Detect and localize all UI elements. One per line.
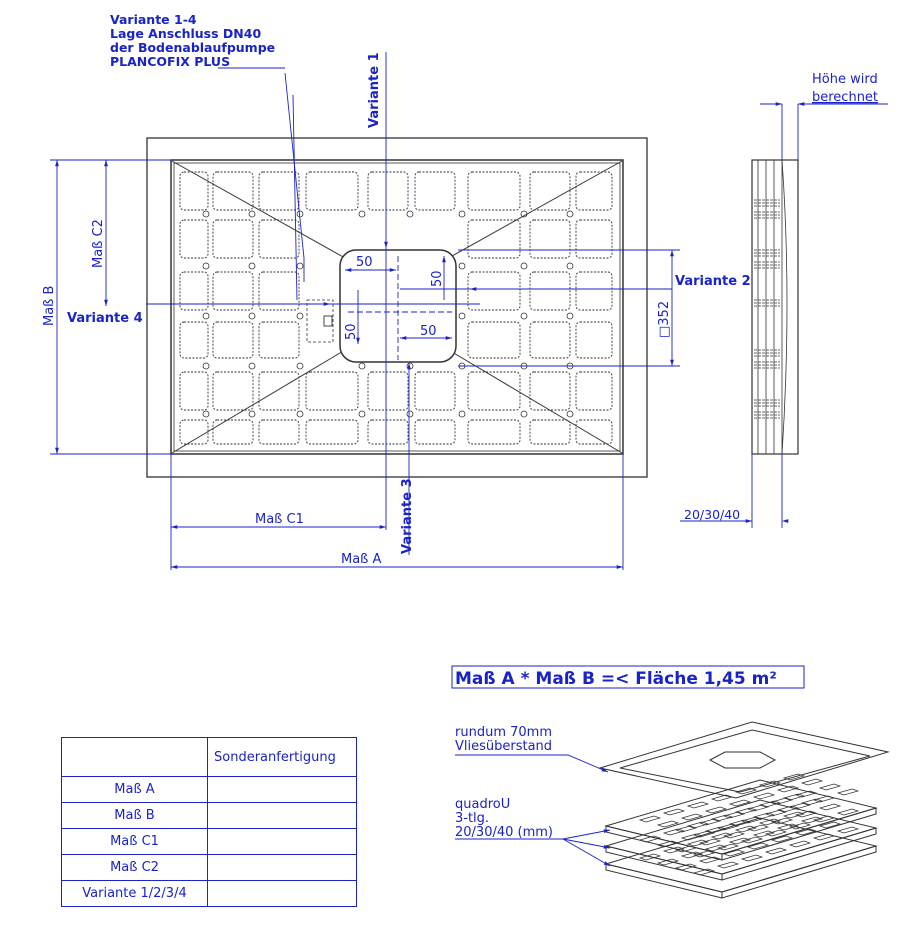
table-header-sonderanfertigung: Sonderanfertigung bbox=[208, 738, 357, 777]
tray-cell bbox=[368, 372, 408, 410]
tray-cell bbox=[180, 372, 208, 410]
tray-node bbox=[297, 263, 303, 269]
tray-cell bbox=[259, 372, 299, 410]
tray-cell bbox=[576, 372, 612, 410]
tray-node bbox=[203, 411, 209, 417]
tray-cell bbox=[576, 220, 612, 258]
tray-node bbox=[297, 363, 303, 369]
dim-thickness: 20/30/40 bbox=[684, 507, 741, 522]
tray-node bbox=[567, 411, 573, 417]
tray-node bbox=[407, 411, 413, 417]
tray-node bbox=[359, 363, 365, 369]
label-variante-2: Variante 2 bbox=[675, 274, 751, 289]
table-row-label: Variante 1/2/3/4 bbox=[62, 881, 208, 907]
dim-50-top: 50 bbox=[356, 255, 373, 270]
layer-mid bbox=[606, 800, 876, 874]
tray-cell bbox=[576, 172, 612, 210]
exploded-view bbox=[600, 722, 888, 898]
table-row bbox=[62, 881, 357, 907]
slope-line bbox=[452, 161, 622, 256]
hoehe-label-line1: Höhe wird bbox=[812, 72, 878, 87]
fleece-sheet bbox=[600, 722, 888, 798]
tray-node bbox=[249, 313, 255, 319]
plan-view bbox=[147, 138, 647, 477]
tray-node bbox=[567, 313, 573, 319]
tray-cell bbox=[213, 322, 253, 358]
table-value-cell[interactable] bbox=[208, 829, 357, 855]
callout-variante-1-4-line2: Lage Anschluss DN40 bbox=[110, 26, 262, 41]
tray-node bbox=[459, 211, 465, 217]
tray-node bbox=[297, 313, 303, 319]
dim-mass-c1: Maß C1 bbox=[255, 512, 304, 527]
tray-cell bbox=[306, 172, 358, 210]
tray-node bbox=[249, 263, 255, 269]
tray-cell bbox=[415, 420, 455, 444]
layers-label-line1: quadroU bbox=[455, 797, 511, 812]
tray-cell bbox=[468, 172, 520, 210]
spec-table bbox=[61, 737, 357, 907]
table-value-cell[interactable] bbox=[208, 855, 357, 881]
tray-cell bbox=[468, 220, 520, 258]
layers-label-line2: 3-tlg. bbox=[455, 811, 490, 826]
tray-cell bbox=[213, 372, 253, 410]
tray-cell bbox=[306, 372, 358, 410]
table-row-label: Maß B bbox=[62, 803, 208, 829]
table-value-cell[interactable] bbox=[208, 777, 357, 803]
label-variante-1: Variante 1 bbox=[367, 52, 382, 128]
tray-node bbox=[521, 263, 527, 269]
dim-mass-c2: Maß C2 bbox=[91, 219, 106, 268]
hoehe-label-line2: berechnet bbox=[812, 90, 879, 105]
fleece-label-line2: Vliesüberstand bbox=[455, 739, 553, 754]
dim-50-bottom: 50 bbox=[420, 324, 437, 339]
tray-cell bbox=[530, 172, 570, 210]
tray-cell bbox=[468, 322, 520, 358]
tray-node bbox=[203, 263, 209, 269]
callout-variante-1-4-line4: PLANCOFIX PLUS bbox=[110, 54, 231, 69]
tray-node bbox=[407, 363, 413, 369]
table-row bbox=[62, 803, 357, 829]
tray-cell bbox=[468, 420, 520, 444]
tray-cell bbox=[259, 220, 299, 258]
dim-mass-a: Maß A bbox=[341, 552, 382, 567]
dim-352: □352 bbox=[657, 300, 672, 338]
dim-50-right: 50 bbox=[430, 270, 445, 287]
slope-line bbox=[172, 350, 345, 453]
tray-node bbox=[203, 363, 209, 369]
table-row-label: Maß C2 bbox=[62, 855, 208, 881]
callout-variante-1-4-line1: Variante 1-4 bbox=[110, 12, 197, 27]
table-row-label: Maß A bbox=[62, 777, 208, 803]
tray-node bbox=[521, 411, 527, 417]
tray-node bbox=[459, 411, 465, 417]
tray-cell bbox=[213, 420, 253, 444]
tray-cell bbox=[306, 420, 358, 444]
label-variante-4: Variante 4 bbox=[67, 311, 143, 326]
dim-mass-b: Maß B bbox=[42, 285, 57, 326]
table-value-cell[interactable] bbox=[208, 881, 357, 907]
tray-node bbox=[203, 313, 209, 319]
table-header-row bbox=[62, 738, 357, 777]
tray-node bbox=[249, 211, 255, 217]
tray-cell bbox=[530, 420, 570, 444]
table-row bbox=[62, 777, 357, 803]
section-dimensions bbox=[680, 104, 888, 528]
tray-cell bbox=[415, 172, 455, 210]
dim-50-left: 50 bbox=[344, 323, 359, 340]
tray-cell bbox=[180, 172, 208, 210]
section-view bbox=[752, 160, 798, 454]
tray-node bbox=[521, 313, 527, 319]
tray-cell bbox=[368, 172, 408, 210]
tray-cell bbox=[576, 420, 612, 444]
slope-line bbox=[452, 352, 622, 453]
tray-cell bbox=[530, 220, 570, 258]
tray-cell bbox=[213, 220, 253, 258]
tray-cell bbox=[368, 420, 408, 444]
tray-node bbox=[297, 411, 303, 417]
tray-node bbox=[249, 363, 255, 369]
tray-cell bbox=[530, 322, 570, 358]
tray-cell bbox=[180, 220, 208, 258]
tray-node bbox=[459, 263, 465, 269]
tray-cell bbox=[180, 322, 208, 358]
tray-cell bbox=[530, 372, 570, 410]
tray-node bbox=[359, 411, 365, 417]
tray-cell bbox=[415, 372, 455, 410]
tray-node bbox=[567, 211, 573, 217]
tray-cell bbox=[213, 172, 253, 210]
tray-cell bbox=[259, 420, 299, 444]
table-corner-cell bbox=[62, 738, 208, 777]
tray-cell bbox=[576, 272, 612, 310]
table-row bbox=[62, 829, 357, 855]
tray-node bbox=[359, 211, 365, 217]
tray-cell bbox=[530, 272, 570, 310]
tray-cell bbox=[259, 172, 299, 210]
tray-cell bbox=[259, 322, 299, 358]
fleece-label-line1: rundum 70mm bbox=[455, 725, 552, 740]
layers-label-line3: 20/30/40 (mm) bbox=[455, 825, 553, 840]
tray-node bbox=[203, 211, 209, 217]
tray-cell bbox=[576, 322, 612, 358]
formula-text: Maß A * Maß B =< Fläche 1,45 m² bbox=[455, 669, 777, 689]
table-row bbox=[62, 855, 357, 881]
table-row-label: Maß C1 bbox=[62, 829, 208, 855]
tray-node bbox=[567, 263, 573, 269]
tray-node bbox=[407, 211, 413, 217]
table-value-cell[interactable] bbox=[208, 803, 357, 829]
layer-bottom bbox=[606, 818, 876, 892]
label-variante-3: Variante 3 bbox=[400, 478, 415, 554]
tray-node bbox=[249, 411, 255, 417]
slope-line bbox=[172, 161, 345, 258]
callout-variante-1-4-line3: der Bodenablaufpumpe bbox=[110, 40, 276, 55]
tray-cell bbox=[468, 372, 520, 410]
tray-node bbox=[459, 313, 465, 319]
